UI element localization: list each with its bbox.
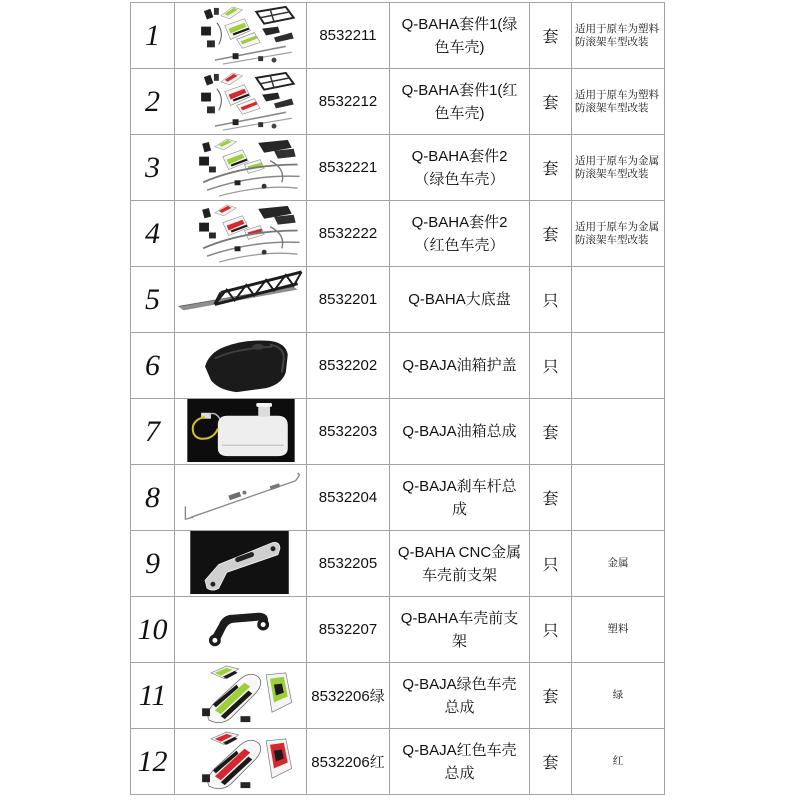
product-photo-red-shell <box>175 729 306 794</box>
table-row <box>131 531 665 597</box>
part-code: 8532205 <box>307 531 390 596</box>
product-image-cell <box>175 3 307 68</box>
notes-line: 防滚架车型改装 <box>575 35 649 48</box>
unit: 套 <box>530 465 572 530</box>
part-name <box>390 135 530 200</box>
part-name <box>390 729 530 794</box>
part-name-line: 色车壳) <box>434 38 485 56</box>
unit: 只 <box>530 267 572 332</box>
product-image-cell <box>175 399 307 464</box>
table-row <box>131 3 665 69</box>
row-number: 10 <box>131 597 175 662</box>
row-number: 12 <box>131 729 175 794</box>
notes <box>572 531 665 596</box>
row-number: 6 <box>131 333 175 398</box>
part-code: 8532221 <box>307 135 390 200</box>
row-number: 4 <box>131 201 175 266</box>
part-code: 8532206红 <box>307 729 390 794</box>
part-name <box>390 465 530 530</box>
part-name-line: （绿色车壳） <box>414 170 505 188</box>
product-image-cell <box>175 729 307 794</box>
part-name-line: Q-BAJA油箱总成 <box>402 423 517 440</box>
product-image-cell <box>175 531 307 596</box>
notes <box>572 3 665 68</box>
part-code: 8532201 <box>307 267 390 332</box>
product-photo-kit2-green <box>175 135 306 200</box>
notes <box>572 597 665 662</box>
table-row <box>131 267 665 333</box>
part-code: 8532206绿 <box>307 663 390 728</box>
part-name-line: Q-BAHA大底盘 <box>408 291 511 308</box>
part-name-line: Q-BAJA红色车壳 <box>402 741 517 759</box>
notes-line: 适用于原车为金属 <box>575 155 659 167</box>
part-name-line: Q-BAHA套件2 <box>411 147 508 165</box>
part-code: 8532203 <box>307 399 390 464</box>
unit: 只 <box>530 333 572 398</box>
notes <box>572 69 665 134</box>
unit: 只 <box>530 597 572 662</box>
part-name <box>390 201 530 266</box>
product-photo-plastic-bracket <box>175 597 306 662</box>
notes <box>572 333 665 398</box>
unit: 套 <box>530 69 572 134</box>
part-name <box>390 69 530 134</box>
notes <box>572 267 665 332</box>
product-image-cell <box>175 135 307 200</box>
part-name-line: Q-BAHA CNC金属 <box>397 543 522 561</box>
part-name-line: 架 <box>451 632 467 650</box>
unit: 套 <box>530 399 572 464</box>
notes-line: 防滚架车型改装 <box>575 167 649 180</box>
table-row <box>131 663 665 729</box>
row-number: 5 <box>131 267 175 332</box>
part-name <box>390 531 530 596</box>
product-photo-kit2-red <box>175 201 306 266</box>
notes-line: 适用于原车为金属 <box>575 221 659 233</box>
product-image-cell <box>175 69 307 134</box>
row-number: 7 <box>131 399 175 464</box>
unit: 套 <box>530 663 572 728</box>
unit: 套 <box>530 135 572 200</box>
product-image-cell <box>175 465 307 530</box>
part-code: 8532204 <box>307 465 390 530</box>
part-name-line: Q-BAHA套件1(红 <box>401 81 518 99</box>
part-name-line: 色车壳) <box>434 104 485 122</box>
part-name-line: 车壳前支架 <box>421 566 497 584</box>
product-image-cell <box>175 201 307 266</box>
notes <box>572 465 665 530</box>
product-photo-chassis <box>175 267 306 332</box>
part-name <box>390 267 530 332</box>
table-row <box>131 333 665 399</box>
part-name-line: Q-BAJA绿色车壳 <box>402 675 517 693</box>
row-number: 1 <box>131 3 175 68</box>
part-name <box>390 399 530 464</box>
part-name <box>390 3 530 68</box>
part-code: 8532211 <box>307 3 390 68</box>
notes <box>572 729 665 794</box>
product-photo-green-shell <box>175 663 306 728</box>
part-name-line: Q-BAHA套件1(绿 <box>401 15 518 33</box>
unit: 只 <box>530 531 572 596</box>
notes-line: 防滚架车型改装 <box>575 101 649 114</box>
unit: 套 <box>530 729 572 794</box>
product-photo-cnc-bracket <box>175 531 306 596</box>
part-name-line: （红色车壳） <box>414 236 505 254</box>
part-name-line: 总成 <box>444 698 475 716</box>
notes <box>572 135 665 200</box>
row-number: 8 <box>131 465 175 530</box>
notes-line: 适用于原车为塑料 <box>575 89 659 101</box>
notes-line: 塑料 <box>607 623 629 636</box>
unit: 套 <box>530 3 572 68</box>
row-number: 11 <box>131 663 175 728</box>
notes <box>572 663 665 728</box>
row-number: 3 <box>131 135 175 200</box>
product-photo-kit1-red <box>175 69 306 134</box>
table-row <box>131 597 665 663</box>
product-image-cell <box>175 597 307 662</box>
unit: 套 <box>530 201 572 266</box>
part-code: 8532207 <box>307 597 390 662</box>
part-code: 8532222 <box>307 201 390 266</box>
notes-line: 红 <box>612 755 624 768</box>
product-photo-brake-rod <box>175 465 306 530</box>
table-row <box>131 465 665 531</box>
parts-table <box>130 2 665 795</box>
part-name <box>390 597 530 662</box>
part-name-line: Q-BAJA刹车杆总 <box>402 477 517 495</box>
part-name-line: Q-BAHA车壳前支 <box>400 609 519 627</box>
notes-line: 防滚架车型改装 <box>575 233 649 246</box>
table-row <box>131 729 665 795</box>
product-image-cell <box>175 267 307 332</box>
table-row <box>131 201 665 267</box>
notes-line: 适用于原车为塑料 <box>575 23 659 35</box>
product-photo-kit1-green <box>175 3 306 68</box>
part-name-line: 成 <box>451 500 467 518</box>
part-name <box>390 333 530 398</box>
product-image-cell <box>175 663 307 728</box>
part-code: 8532212 <box>307 69 390 134</box>
part-name-line: 总成 <box>444 764 475 782</box>
table-row <box>131 69 665 135</box>
part-name-line: Q-BAHA套件2 <box>411 213 508 231</box>
notes-line: 绿 <box>612 689 624 702</box>
part-code: 8532202 <box>307 333 390 398</box>
product-photo-fuel-tank <box>175 399 306 464</box>
product-image-cell <box>175 333 307 398</box>
product-photo-fuel-tank-cover <box>175 333 306 398</box>
notes-line: 金属 <box>607 557 629 570</box>
row-number: 2 <box>131 69 175 134</box>
notes <box>572 399 665 464</box>
table-row <box>131 399 665 465</box>
part-name-line: Q-BAJA油箱护盖 <box>402 357 517 374</box>
table-row <box>131 135 665 201</box>
part-name <box>390 663 530 728</box>
notes <box>572 201 665 266</box>
row-number: 9 <box>131 531 175 596</box>
